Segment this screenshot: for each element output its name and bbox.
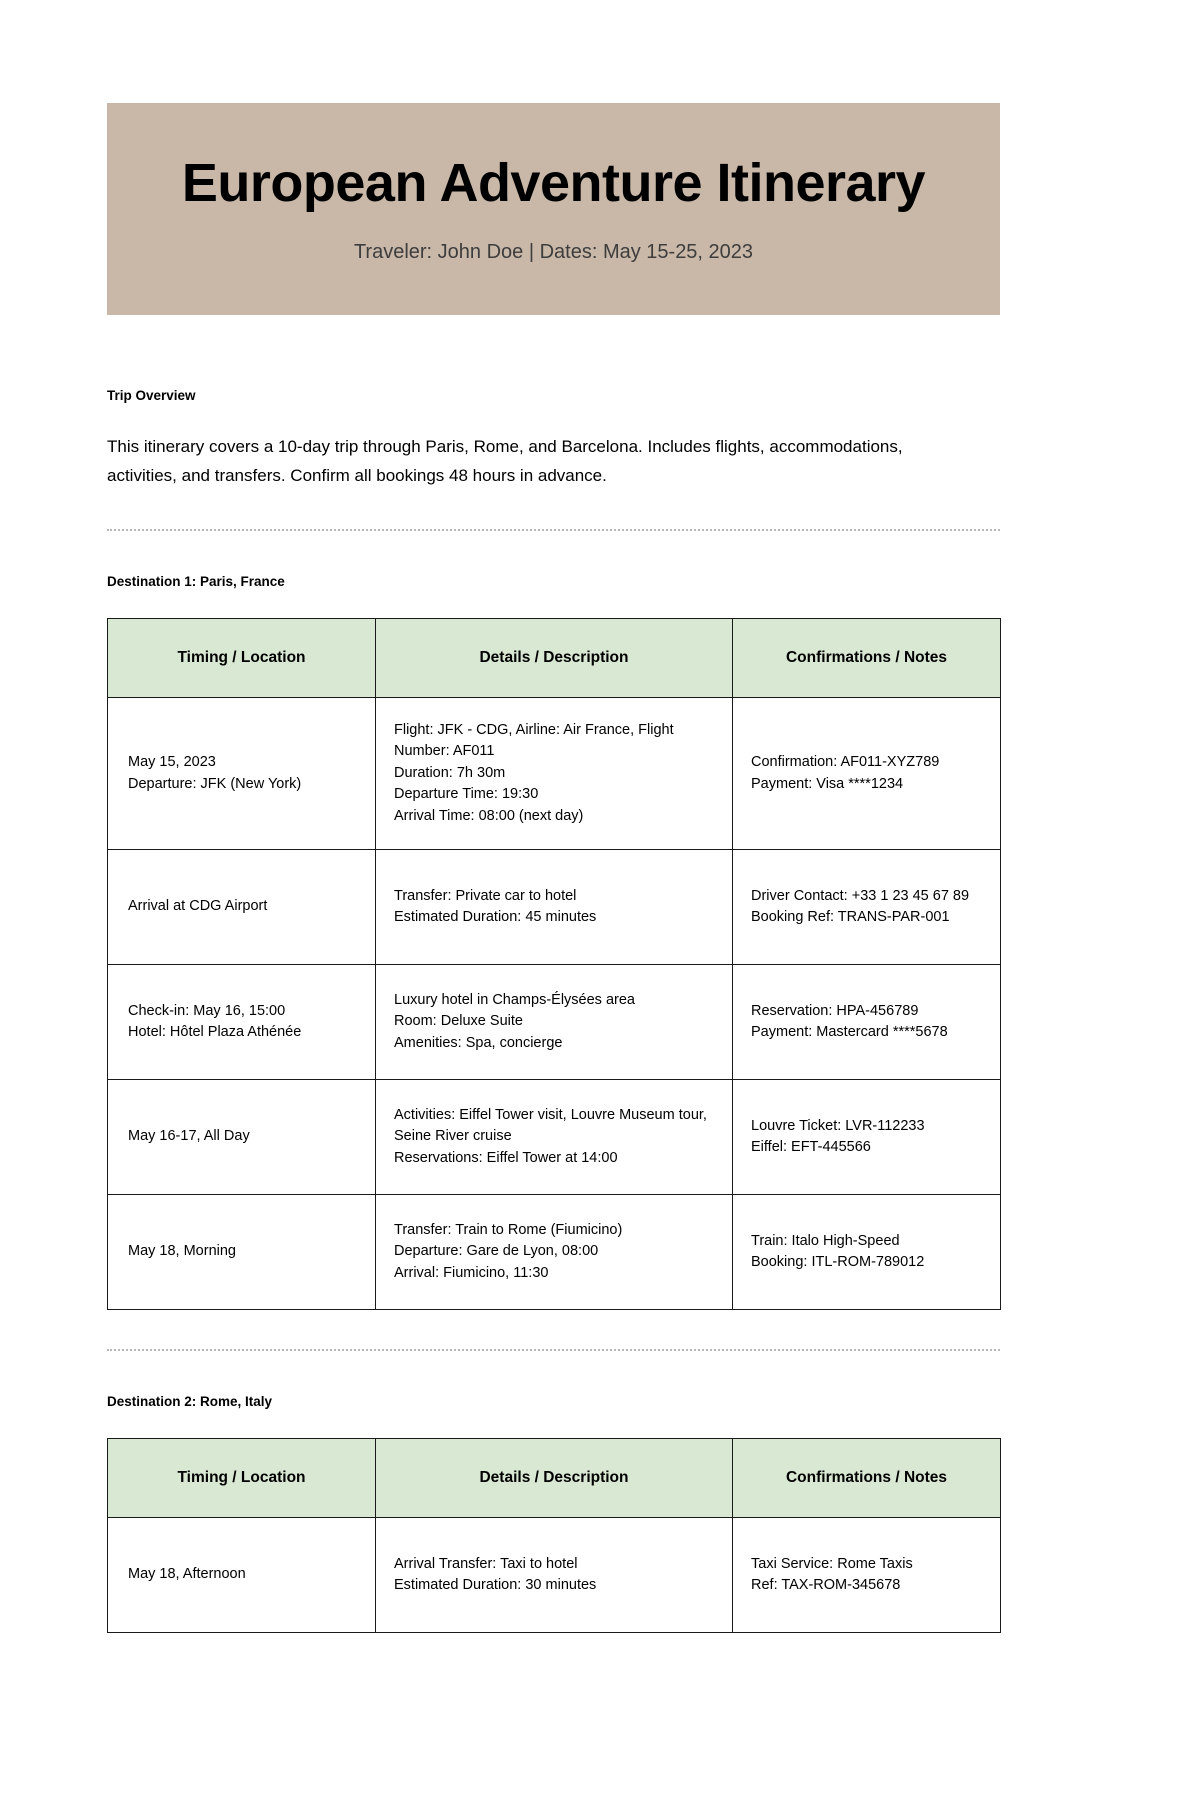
cell-line: Reservation: HPA-456789 [751, 1002, 919, 1019]
cell-line: Driver Contact: +33 1 23 45 67 89 [751, 887, 970, 904]
cell-details [376, 965, 733, 1080]
cell-line: Departure: JFK (New York) [128, 775, 302, 792]
cell-line: Confirmation: AF011-XYZ789 [751, 754, 940, 770]
cell-line: Payment: Visa ****1234 [751, 775, 904, 792]
cell-line: Louvre Ticket: LVR-112233 [751, 1117, 925, 1134]
column-header-confirmations: Confirmations / Notes [733, 619, 1001, 698]
cell-line: Transfer: Train to Rome (Fiumicino) [394, 1221, 623, 1238]
trip-overview-heading: Trip Overview [107, 388, 196, 403]
cell-timing [108, 965, 376, 1080]
cell-line: Arrival: Fiumicino, 11:30 [394, 1264, 549, 1281]
cell-details [376, 850, 733, 965]
cell-line: May 18, Afternoon [128, 1566, 246, 1583]
cell-line: Amenities: Spa, concierge [394, 1034, 563, 1051]
section-divider [107, 529, 1000, 531]
cell-timing [108, 1195, 376, 1310]
table-row [108, 1195, 1001, 1310]
cell-line: Transfer: Private car to hotel [394, 887, 577, 904]
cell-line: Luxury hotel in Champs-Élysées area [394, 991, 635, 1008]
cell-confirmations [733, 850, 1001, 965]
cell-line: May 15, 2023 [128, 754, 216, 770]
cell-timing [108, 1080, 376, 1195]
cell-line: Eiffel: EFT-445566 [751, 1139, 871, 1155]
table-row [108, 698, 1001, 850]
column-header-details: Details / Description [376, 1439, 733, 1518]
cell-line: Taxi Service: Rome Taxis [751, 1555, 913, 1572]
cell-confirmations [733, 1080, 1001, 1195]
destination-1-table [107, 618, 1001, 1310]
table-row [108, 1080, 1001, 1195]
cell-line: Booking: ITL-ROM-789012 [751, 1254, 925, 1270]
cell-confirmations [733, 965, 1001, 1080]
table-header-row [108, 1439, 1001, 1518]
cell-line: May 18, Morning [128, 1243, 236, 1260]
column-header-timing: Timing / Location [108, 619, 376, 698]
cell-details [376, 1080, 733, 1195]
cell-line: Arrival Time: 08:00 (next day) [394, 807, 584, 824]
destination-2-heading: Destination 2: Rome, Italy [107, 1394, 273, 1409]
cell-line: Departure: Gare de Lyon, 08:00 [394, 1243, 599, 1260]
cell-line: Activities: Eiffel Tower visit, Louvre Museum tour, Seine River cruise [394, 1106, 707, 1145]
destination-1-heading: Destination 1: Paris, France [107, 574, 285, 589]
cell-line: Duration: 7h 30m [394, 764, 506, 781]
cell-timing [108, 850, 376, 965]
table-row [108, 850, 1001, 965]
cell-confirmations [733, 698, 1001, 850]
destination-2-table [107, 1438, 1001, 1633]
table-row [108, 965, 1001, 1080]
cell-details [376, 1195, 733, 1310]
section-divider [107, 1349, 1000, 1351]
page-title: European Adventure Itinerary [181, 152, 926, 213]
cell-line: Train: Italo High-Speed [751, 1232, 900, 1249]
cell-line: Arrival at CDG Airport [128, 898, 268, 915]
document-banner [107, 103, 1000, 315]
table-header-row [108, 619, 1001, 698]
column-header-confirmations: Confirmations / Notes [733, 1439, 1001, 1518]
cell-line: Estimated Duration: 30 minutes [394, 1577, 597, 1593]
document-content [107, 388, 1000, 1633]
cell-line: Estimated Duration: 45 minutes [394, 909, 597, 925]
cell-line: Flight: JFK - CDG, Airline: Air France, Flight Number: AF011 [394, 721, 674, 760]
cell-line: Check-in: May 16, 15:00 [128, 1002, 286, 1019]
traveler-dates-subtitle: Traveler: John Doe | Dates: May 15-25, 2023 [353, 241, 754, 264]
cell-line: Arrival Transfer: Taxi to hotel [394, 1555, 578, 1572]
cell-timing [108, 698, 376, 850]
cell-line: Departure Time: 19:30 [394, 786, 539, 803]
trip-overview-section [107, 388, 1000, 490]
cell-line: May 16-17, All Day [128, 1128, 250, 1145]
document-page [0, 103, 1200, 1633]
cell-line: Ref: TAX-ROM-345678 [751, 1577, 901, 1593]
cell-line: Reservations: Eiffel Tower at 14:00 [394, 1149, 618, 1166]
table-row [108, 1518, 1001, 1633]
cell-confirmations [733, 1518, 1001, 1633]
trip-overview-paragraph: This itinerary covers a 10-day trip through Paris, Rome, and Barcelona. Includes flights, accommodations, activities, and transfers. Confirm all bookings 48 hours in advance. [107, 437, 903, 485]
cell-confirmations [733, 1195, 1001, 1310]
cell-line: Booking Ref: TRANS-PAR-001 [751, 909, 950, 925]
cell-details [376, 698, 733, 850]
cell-line: Room: Deluxe Suite [394, 1013, 523, 1030]
column-header-details: Details / Description [376, 619, 733, 698]
cell-timing [108, 1518, 376, 1633]
cell-line: Payment: Mastercard ****5678 [751, 1024, 948, 1040]
cell-details [376, 1518, 733, 1633]
column-header-timing: Timing / Location [108, 1439, 376, 1518]
cell-line: Hotel: Hôtel Plaza Athénée [128, 1024, 302, 1040]
